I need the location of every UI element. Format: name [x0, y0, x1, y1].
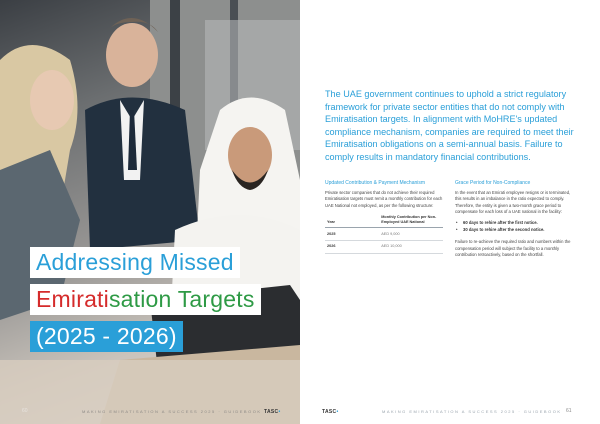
- left-logo-dot: •: [278, 409, 281, 415]
- table-row: [325, 240, 443, 253]
- left-footer-text: MAKING EMIRATISATION A SUCCESS 2025 · GUIDEBOOK: [82, 409, 262, 414]
- title-line-2: [30, 284, 261, 315]
- right-tasc-logo: [322, 409, 339, 415]
- left-logo-text: TASC: [264, 409, 279, 415]
- cover-title: [30, 247, 261, 358]
- left-tasc-logo: [264, 409, 281, 415]
- table-cell-year: 2026: [325, 240, 379, 253]
- title-line-1: Addressing Missed: [30, 247, 240, 278]
- list-item: • 60 days to rehire after the first notice.: [455, 220, 577, 227]
- photo-man-face: [106, 23, 158, 87]
- grace-bullet-list: [455, 220, 577, 233]
- right-logo-dot: •: [336, 409, 339, 415]
- contribution-body: Private sector companies that do not achieve their required Emiratisation targets must remit a monthly contribution for each UAE National not employed, as per the following structure:: [325, 189, 443, 208]
- grace-period-section: [455, 180, 577, 263]
- contribution-heading: Updated Contribution & Payment Mechanism: [325, 180, 426, 186]
- right-page-number: 61: [566, 408, 572, 414]
- table-cell-amount: AED 9,000: [379, 228, 443, 241]
- table-header-year: Year: [325, 213, 379, 228]
- left-footer: [0, 400, 300, 424]
- list-item: • 30 days to rehire after the second notice.: [455, 227, 577, 234]
- grace-closing: Failure to re-achieve the required ratio and numbers within the compensation period will subject the facility to a monthly contribution retroactively, based on the shortfall.: [455, 239, 571, 258]
- contribution-section: [325, 180, 443, 254]
- table-row: [325, 228, 443, 241]
- table-header-contribution: Monthly Contribution per Non-Employed UAE National: [379, 213, 443, 228]
- table-cell-amount: AED 10,000: [379, 240, 443, 253]
- intro-paragraph: The UAE government continues to uphold a strict regulatory framework for private sector entities that do not comply with Emiratisation targets. In alignment with MoHRE's updated compliance mechanism, companies are required to meet their Emiratisation obligations on a semi-annual basis. Failure to comply results in mandatory financial contributions.: [325, 89, 574, 162]
- right-footer-text: MAKING EMIRATISATION A SUCCESS 2025 · GUIDEBOOK: [382, 409, 562, 414]
- title-line-3-years: (2025 - 2026): [30, 321, 183, 352]
- left-page-number: 60: [22, 408, 28, 414]
- table-cell-year: 2025: [325, 228, 379, 241]
- contribution-table: [325, 213, 443, 253]
- table-header-row: [325, 213, 443, 228]
- title-emirati-word: Emirati: [36, 286, 109, 312]
- right-logo-text: TASC: [322, 409, 337, 415]
- grace-body: In the event that an Emirati employee resigns or is terminated, this results in an imbalance in the ratio expected to comply. Therefore, the entity is given a two-month grace period to compensate for each loss of a UAE national in the facility:: [455, 189, 571, 215]
- right-page: [300, 0, 600, 424]
- grace-heading: Grace Period for Non-Compliance: [455, 180, 531, 186]
- title-sation-targets: sation Targets: [108, 286, 255, 312]
